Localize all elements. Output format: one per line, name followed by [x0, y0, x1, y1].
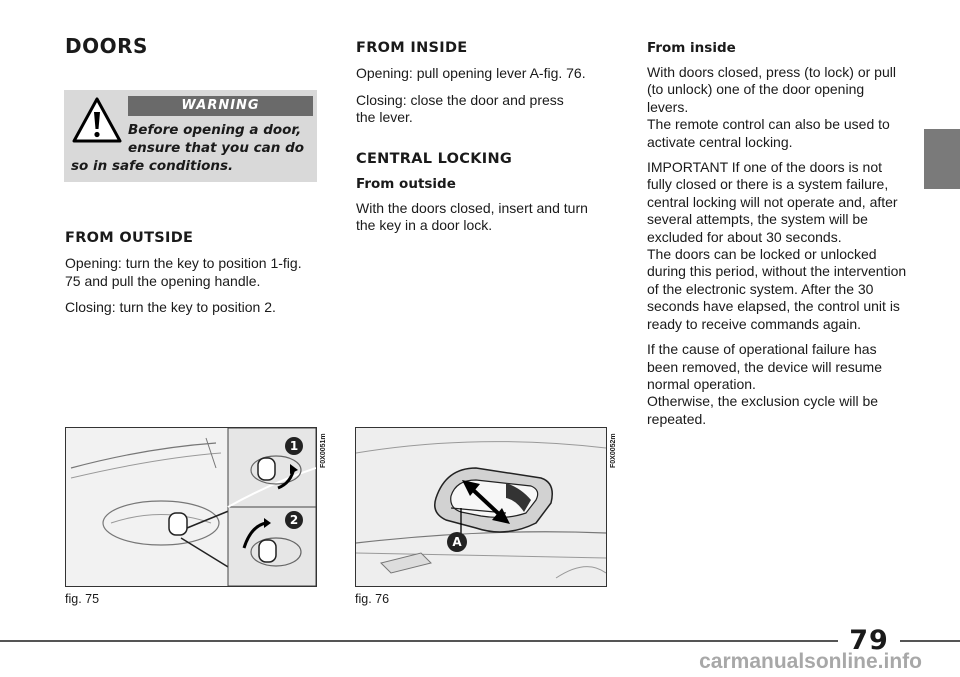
inner-lever-illustration	[356, 428, 606, 586]
from-outside-heading: FROM OUTSIDE	[65, 230, 194, 246]
watermark-text: carmanualsonline.info	[699, 650, 922, 673]
central-outside-subheading: From outside	[356, 175, 456, 192]
warning-line-2: ensure that you can do	[128, 140, 305, 156]
central-inside-text: With doors closed, press (to lock) or pull (to unlock) one of the door opening levers.	[647, 64, 896, 115]
warning-line-1: Before opening a door,	[128, 122, 302, 138]
failure-text-2: Otherwise, the exclusion cycle will be repeated.	[647, 393, 879, 427]
important-text: IMPORTANT If one of the doors is not fully closed or there is a system failure, central locking will not operate and, after several attempts, the system will be excluded for about 30 seconds.	[647, 159, 898, 245]
figure-76	[355, 427, 607, 587]
from-inside-opening: Opening: pull opening lever A-fig. 76.	[356, 65, 586, 81]
fig76-code: F0X0052m	[610, 433, 617, 468]
warning-label: WARNING	[128, 96, 313, 116]
marker-2-badge: 2	[285, 511, 303, 529]
central-locking-heading: CENTRAL LOCKING	[356, 150, 513, 167]
from-outside-section	[65, 230, 317, 317]
important-text-2: The doors can be locked or unlocked during this period, without the intervention of the electronic system. After the 30 seconds have elapsed, the control unit is ready to receive commands again.	[647, 246, 907, 332]
from-outside-opening: Opening: turn the key to position 1-fig. 75 and pull the opening handle.	[65, 255, 302, 289]
marker-a-badge: A	[447, 532, 467, 552]
central-inside-subheading: From inside	[647, 40, 736, 56]
fig75-caption: fig. 75	[65, 592, 100, 606]
figure-75	[65, 427, 317, 587]
from-inside-closing: Closing: close the door and press the lever.	[356, 91, 564, 125]
warning-box	[64, 90, 317, 182]
chapter-tab	[924, 129, 960, 189]
warning-line-3: so in safe conditions.	[71, 158, 234, 174]
page-title: DOORS	[65, 34, 148, 58]
warning-text	[71, 121, 316, 175]
from-inside-heading: FROM INSIDE	[356, 40, 468, 56]
door-handle-illustration	[66, 428, 316, 586]
failure-text: If the cause of operational failure has been removed, the device will resume normal operation.	[647, 341, 883, 392]
footer-rule	[0, 640, 960, 642]
central-inside-section	[647, 40, 909, 428]
from-outside-closing: Closing: turn the key to position 2.	[65, 299, 276, 315]
fig75-code: F0X0051m	[320, 433, 327, 468]
central-outside-text: With the doors closed, insert and turn the key in a door lock.	[356, 199, 588, 233]
from-inside-section	[356, 40, 618, 235]
central-remote-text: The remote control can also be used to activate central locking.	[647, 116, 890, 150]
marker-1-badge: 1	[285, 437, 303, 455]
fig76-caption: fig. 76	[355, 592, 390, 606]
watermark	[0, 650, 960, 674]
page-number: 79	[838, 624, 900, 658]
